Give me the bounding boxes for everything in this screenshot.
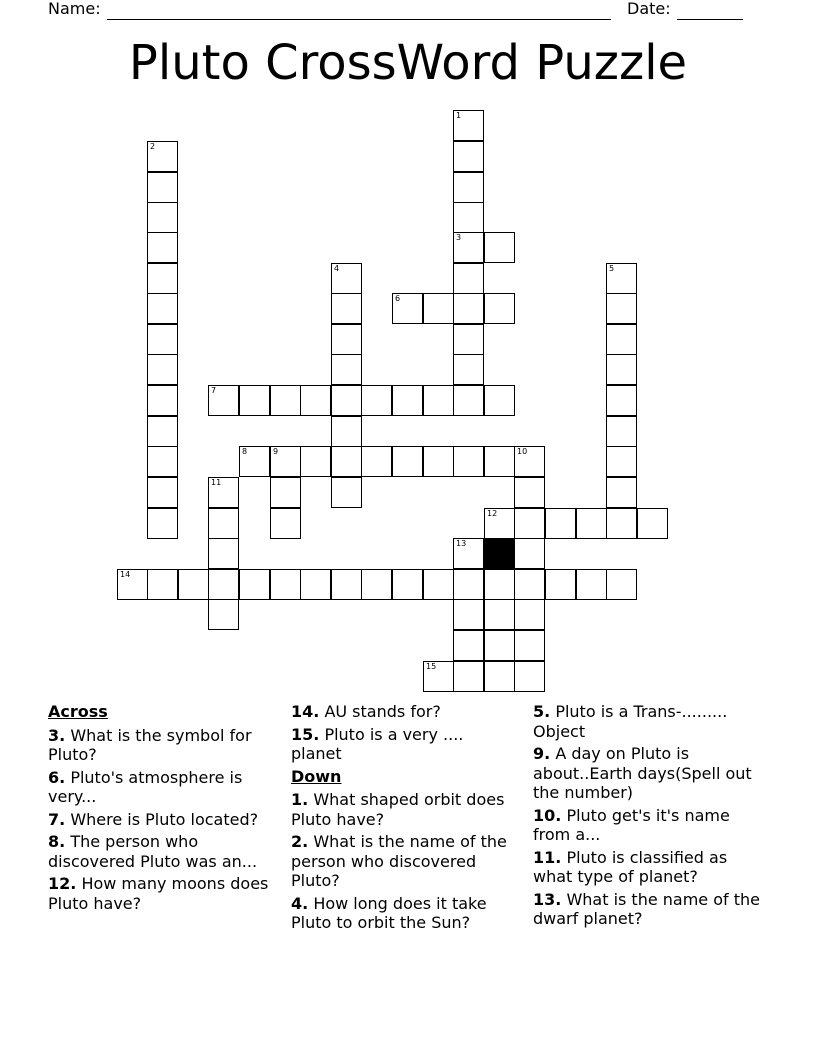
clue-number: 2 [150, 142, 156, 151]
grid-cell[interactable] [514, 599, 545, 630]
grid-cell[interactable] [208, 599, 239, 630]
grid-cell[interactable] [453, 354, 484, 385]
blocked-cell [484, 538, 515, 569]
grid-cell[interactable] [606, 508, 637, 539]
date-label: Date: [627, 0, 671, 18]
page-title: Pluto CrossWord Puzzle [128, 35, 688, 91]
grid-cell[interactable] [606, 263, 637, 294]
grid-cell[interactable] [331, 416, 362, 447]
grid-cell[interactable] [484, 446, 515, 477]
across-clue: 3. What is the symbol for Pluto? [48, 725, 252, 764]
grid-cell[interactable] [453, 569, 484, 600]
across-heading: Across [48, 702, 108, 721]
grid-cell[interactable] [453, 293, 484, 324]
grid-cell[interactable] [423, 661, 454, 692]
grid-cell[interactable] [453, 172, 484, 203]
grid-cell[interactable] [147, 446, 178, 477]
grid-cell[interactable] [239, 385, 270, 416]
grid-cell[interactable] [606, 416, 637, 447]
clue-number: 10 [517, 447, 528, 456]
clue-number: 7 [211, 386, 217, 395]
grid-cell[interactable] [270, 477, 301, 508]
clue-number: 11 [211, 478, 222, 487]
grid-cell[interactable] [484, 232, 515, 263]
grid-cell[interactable] [514, 630, 545, 661]
grid-cell[interactable] [637, 508, 668, 539]
grid-cell[interactable] [514, 446, 545, 477]
clue-number: 15 [426, 662, 437, 671]
grid-cell[interactable] [392, 446, 423, 477]
grid-cell[interactable] [270, 508, 301, 539]
grid-cell[interactable] [423, 385, 454, 416]
down-clue: 1. What shaped orbit does Pluto have? [291, 790, 505, 829]
clue-number: 8 [242, 447, 248, 456]
grid-cell[interactable] [147, 172, 178, 203]
grid-cell[interactable] [270, 446, 301, 477]
across-clue: 8. The person who discovered Pluto was an... [48, 832, 258, 871]
clues-column-1 [48, 702, 270, 916]
grid-cell[interactable] [484, 569, 515, 600]
grid-cell[interactable] [361, 569, 392, 600]
across-clue: 6. Pluto's atmosphere is very... [48, 767, 243, 806]
grid-cell[interactable] [147, 569, 178, 600]
grid-cell[interactable] [606, 354, 637, 385]
grid-cell[interactable] [484, 599, 515, 630]
grid-cell[interactable] [270, 385, 301, 416]
grid-cell[interactable] [300, 446, 331, 477]
across-clue: 7. Where is Pluto located? [48, 809, 259, 829]
grid-cell[interactable] [392, 569, 423, 600]
grid-cell[interactable] [392, 293, 423, 324]
grid-cell[interactable] [514, 569, 545, 600]
grid-cell[interactable] [331, 385, 362, 416]
grid-cell[interactable] [147, 477, 178, 508]
across-clue: 14. AU stands for? [291, 702, 441, 721]
grid-cell[interactable] [392, 385, 423, 416]
grid-cell[interactable] [423, 446, 454, 477]
grid-cell[interactable] [484, 661, 515, 692]
grid-cell[interactable] [147, 416, 178, 447]
grid-cell[interactable] [453, 661, 484, 692]
down-clue: 4. How long does it take Pluto to orbit the Sun? [291, 893, 487, 932]
clue-number: 12 [487, 509, 498, 518]
grid-cell[interactable] [331, 324, 362, 355]
grid-cell[interactable] [423, 569, 454, 600]
grid-cell[interactable] [300, 569, 331, 600]
grid-cell[interactable] [147, 508, 178, 539]
grid-cell[interactable] [147, 202, 178, 233]
grid-cell[interactable] [239, 569, 270, 600]
grid-cell[interactable] [453, 110, 484, 141]
grid-cell[interactable] [453, 324, 484, 355]
grid-cell[interactable] [453, 446, 484, 477]
grid-cell[interactable] [147, 263, 178, 294]
grid-cell[interactable] [178, 569, 209, 600]
grid-cell[interactable] [270, 569, 301, 600]
grid-cell[interactable] [606, 293, 637, 324]
grid-cell[interactable] [300, 385, 331, 416]
grid-cell[interactable] [331, 293, 362, 324]
clue-number: 9 [273, 447, 279, 456]
grid-cell[interactable] [606, 385, 637, 416]
clue-number: 3 [456, 233, 462, 242]
grid-cell[interactable] [606, 446, 637, 477]
grid-cell[interactable] [423, 293, 454, 324]
grid-cell[interactable] [484, 293, 515, 324]
grid-cell[interactable] [576, 508, 607, 539]
grid-cell[interactable] [208, 508, 239, 539]
clue-number: 4 [334, 264, 340, 273]
grid-cell[interactable] [208, 569, 239, 600]
grid-cell[interactable] [453, 538, 484, 569]
grid-cell[interactable] [147, 385, 178, 416]
grid-cell[interactable] [514, 538, 545, 569]
clue-number: 1 [456, 111, 462, 120]
grid-cell[interactable] [147, 232, 178, 263]
grid-cell[interactable] [147, 293, 178, 324]
grid-cell[interactable] [331, 354, 362, 385]
grid-cell[interactable] [545, 508, 576, 539]
down-heading: Down [291, 766, 342, 786]
grid-cell[interactable] [453, 202, 484, 233]
grid-cell[interactable] [147, 141, 178, 172]
grid-cell[interactable] [484, 508, 515, 539]
grid-cell[interactable] [361, 446, 392, 477]
down-clue: 2. What is the name of the person who discovered Pluto? [291, 832, 507, 890]
clues-column-3 [533, 702, 763, 932]
down-clue: 5. Pluto is a Trans-......... Object [533, 702, 728, 741]
grid-cell[interactable] [514, 477, 545, 508]
clue-number: 6 [395, 294, 401, 303]
grid-cell[interactable] [453, 141, 484, 172]
clues-column-2 [291, 702, 513, 936]
grid-cell[interactable] [514, 661, 545, 692]
grid-cell[interactable] [147, 354, 178, 385]
grid-cell[interactable] [453, 630, 484, 661]
grid-cell[interactable] [576, 569, 607, 600]
grid-cell[interactable] [331, 446, 362, 477]
grid-cell[interactable] [514, 508, 545, 539]
grid-cell[interactable] [606, 324, 637, 355]
grid-cell[interactable] [453, 263, 484, 294]
clue-number: 5 [609, 264, 615, 273]
down-clue: 10. Pluto get's it's name from a... [533, 805, 730, 844]
across-clue: 12. How many moons does Pluto have? [48, 874, 269, 913]
down-clue: 11. Pluto is classified as what type of planet? [533, 847, 728, 886]
grid-cell[interactable] [239, 446, 270, 477]
grid-cell[interactable] [331, 263, 362, 294]
down-clue: 13. What is the name of the dwarf planet? [533, 889, 760, 928]
across-clue: 15. Pluto is a very .... planet [291, 724, 464, 763]
grid-cell[interactable] [361, 385, 392, 416]
grid-cell[interactable] [453, 385, 484, 416]
grid-cell[interactable] [147, 324, 178, 355]
grid-cell[interactable] [331, 569, 362, 600]
grid-cell[interactable] [606, 477, 637, 508]
grid-cell[interactable] [331, 477, 362, 508]
grid-cell[interactable] [453, 599, 484, 630]
grid-cell[interactable] [208, 385, 239, 416]
grid-cell[interactable] [208, 538, 239, 569]
grid-cell[interactable] [484, 385, 515, 416]
clue-number: 14 [120, 570, 131, 579]
grid-cell[interactable] [117, 569, 148, 600]
name-label: Name: [48, 0, 101, 18]
down-clue: 9. A day on Pluto is about..Earth days(Spell out the number) [533, 744, 752, 802]
grid-cell[interactable] [606, 569, 637, 600]
clue-number: 13 [456, 539, 467, 548]
grid-cell[interactable] [545, 569, 576, 600]
grid-cell[interactable] [208, 477, 239, 508]
grid-cell[interactable] [453, 232, 484, 263]
grid-cell[interactable] [484, 630, 515, 661]
